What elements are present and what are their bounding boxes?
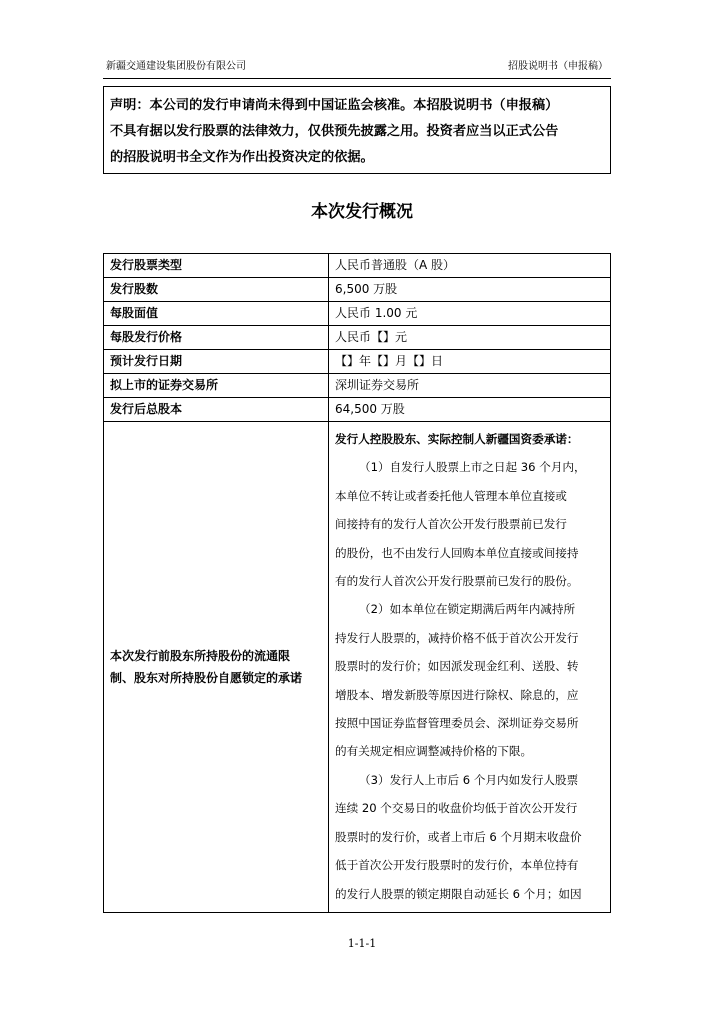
- row-label: 预计发行日期: [104, 350, 329, 374]
- commitment-line: 持发行人股票的，减持价格不低于首次公开发行: [335, 630, 579, 645]
- commitment-line: 的有关规定相应调整减持价格的下限。: [335, 744, 533, 759]
- disclaimer-box: [103, 86, 611, 174]
- commitment-line: 低于首次公开发行股票时的发行价，本单位持有: [335, 858, 579, 873]
- row-label: 每股发行价格: [104, 326, 329, 350]
- table-row: [104, 302, 611, 326]
- row-value: 64,500 万股: [329, 398, 611, 422]
- commitment-line: 有的发行人首次公开发行股票前已发行的股份。: [335, 574, 579, 589]
- commitment-line: 的发行人股票的锁定期限自动延长 6 个月；如因: [335, 886, 582, 901]
- page-title: 本次发行概况: [311, 202, 413, 222]
- lockup-label: [104, 422, 329, 913]
- commitment-line: 连续 20 个交易日的收盘价均低于首次公开发行: [335, 801, 578, 816]
- commitment-line: 增股本、增发新股等原因进行除权、除息的，应: [335, 687, 579, 702]
- commitment-line: 间接持有的发行人首次公开发行股票前已发行: [335, 517, 567, 532]
- disclaimer-line: 的招股说明书全文作为作出投资决定的依据。: [110, 150, 374, 165]
- document-name: 招股说明书（申报稿）: [508, 61, 608, 72]
- row-value: 【】年【】月【】日: [329, 350, 611, 374]
- running-header: [103, 60, 611, 79]
- offering-overview-table: [103, 253, 611, 913]
- commitment-line: 股票时的发行价；如因派发现金红利、送股、转: [335, 659, 579, 674]
- lockup-label-line: 本次发行前股东所持股份的流通限: [110, 648, 291, 663]
- lockup-row: [104, 422, 611, 913]
- row-value: 人民币【】元: [329, 326, 611, 350]
- commitment-line: 的股份，也不由发行人回购本单位直接或间接持: [335, 545, 579, 560]
- commitment-line: （3）发行人上市后 6 个月内如发行人股票: [359, 772, 579, 787]
- commitment-line: （2）如本单位在锁定期满后两年内减持所: [359, 602, 576, 617]
- commitment-heading: 发行人控股股东、实际控制人新疆国资委承诺：: [335, 432, 579, 446]
- table-row: [104, 254, 611, 278]
- row-value: 人民币普通股（A 股）: [329, 254, 611, 278]
- disclaimer-line: 不具有据以发行股票的法律效力，仅供预先披露之用。投资者应当以正式公告: [110, 124, 559, 139]
- commitment-line: 按照中国证券监督管理委员会、深圳证券交易所: [335, 716, 579, 731]
- commitment-line: 股票时的发行价，或者上市后 6 个月期末收盘价: [335, 829, 582, 844]
- row-label: 每股面值: [104, 302, 329, 326]
- lockup-commitment: [329, 422, 611, 913]
- table-row: [104, 398, 611, 422]
- disclaimer-line: 声明：本公司的发行申请尚未得到中国证监会核准。本招股说明书（申报稿）: [110, 98, 559, 113]
- lockup-label-line: 制、股东对所持股份自愿锁定的承诺: [110, 670, 303, 685]
- page-number: 1-1-1: [347, 937, 377, 950]
- commitment-line: （1）自发行人股票上市之日起 36 个月内，: [359, 460, 586, 475]
- row-label: 拟上市的证券交易所: [104, 374, 329, 398]
- row-value: 6,500 万股: [329, 278, 611, 302]
- row-label: 发行股数: [104, 278, 329, 302]
- row-value: 人民币 1.00 元: [329, 302, 611, 326]
- row-label: 发行后总股本: [104, 398, 329, 422]
- company-name: 新疆交通建设集团股份有限公司: [106, 61, 246, 72]
- row-value: 深圳证券交易所: [329, 374, 611, 398]
- table-row: [104, 374, 611, 398]
- table-row: [104, 326, 611, 350]
- table-row: [104, 278, 611, 302]
- table-row: [104, 350, 611, 374]
- row-label: 发行股票类型: [104, 254, 329, 278]
- commitment-line: 本单位不转让或者委托他人管理本单位直接或: [335, 488, 567, 503]
